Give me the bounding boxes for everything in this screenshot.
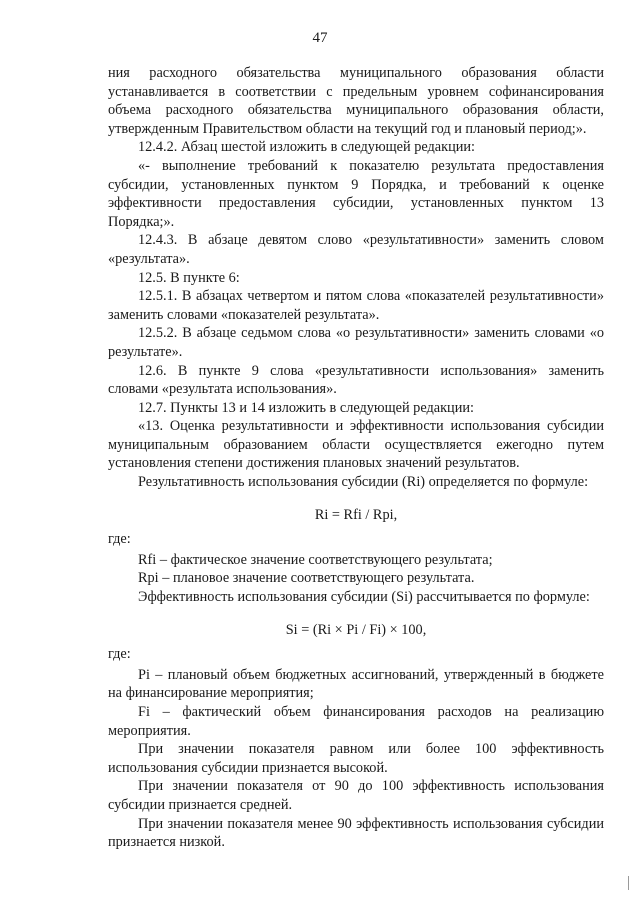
paragraph: 12.7. Пункты 13 и 14 изложить в следующей редакции:: [138, 399, 474, 416]
paragraph: Pi – плановый объем бюджетных ассигнований, утвержденный в бюджете на финансирование мероприятия;: [108, 666, 604, 702]
page-number: 47: [312, 30, 328, 46]
paragraph: 12.4.2. Абзац шестой изложить в следующей редакции:: [138, 139, 476, 156]
paragraph: Результативность использования субсидии (Ri) определяется по формуле:: [138, 474, 589, 491]
paragraph: 12.5.1. В абзацах четвертом и пятом слова «показателей результативности» заменить словами «показателей результата».: [108, 288, 604, 323]
paragraph: 12.5.2. В абзаце седьмом слова «о результативности» заменить словами «о результате».: [108, 325, 604, 360]
scan-edge-mark: [628, 876, 629, 890]
paragraph: Эффективность использования субсидии (Si) рассчитывается по формуле:: [138, 589, 590, 606]
formula-si: Si = (Ri × Pi / Fi) × 100,: [285, 621, 427, 638]
paragraph: Fi – фактический объем финансирования расходов на реализацию мероприятия.: [108, 704, 604, 739]
paragraph: При значении показателя равном или более 100 эффективность использования субсидии признается высокой.: [108, 741, 604, 776]
paragraph: Rpi – плановое значение соответствующего результата.: [138, 570, 475, 587]
paragraph: 12.5. В пункте 6:: [138, 269, 240, 286]
paragraph: ния расходного обязательства муниципального образования области устанавливается в соответствии с предельным уровнем софинансирования объема расходного обязательства муниципального образования области, утвержденным Правительством области на текущий год и плановый период;».: [108, 65, 604, 137]
document-body: [108, 64, 604, 852]
paragraphs-mid: [108, 551, 604, 607]
where-label: где:: [108, 531, 131, 548]
paragraphs-bottom: [108, 666, 604, 852]
paragraph: При значении показателя менее 90 эффективность использования субсидии признается низкой.: [108, 815, 604, 851]
paragraph: Rfi – фактическое значение соответствующего результата;: [138, 551, 493, 568]
paragraph: «13. Оценка результативности и эффективности использования субсидии муниципальным образованием области осуществляется ежегодно путем установления степени достижения плановых значений результатов.: [108, 418, 604, 472]
paragraph: «- выполнение требований к показателю результата предоставления субсидии, установленных пунктом 9 Порядка, и требований к оценке эффективности предоставления субсидии, установленных пунктом 13 Порядка;».: [108, 157, 604, 230]
formula-ri: Ri = Rfi / Rpi,: [314, 506, 398, 523]
paragraphs-top: [108, 64, 604, 492]
paragraph: При значении показателя от 90 до 100 эффективность использования субсидии признается средней.: [108, 778, 604, 813]
paragraph: 12.4.3. В абзаце девятом слово «результативности» заменить словом «результата».: [108, 232, 604, 267]
where-label: где:: [108, 646, 131, 663]
paragraph: 12.6. В пункте 9 слова «результативности использования» заменить словами «результата использования».: [108, 362, 604, 398]
